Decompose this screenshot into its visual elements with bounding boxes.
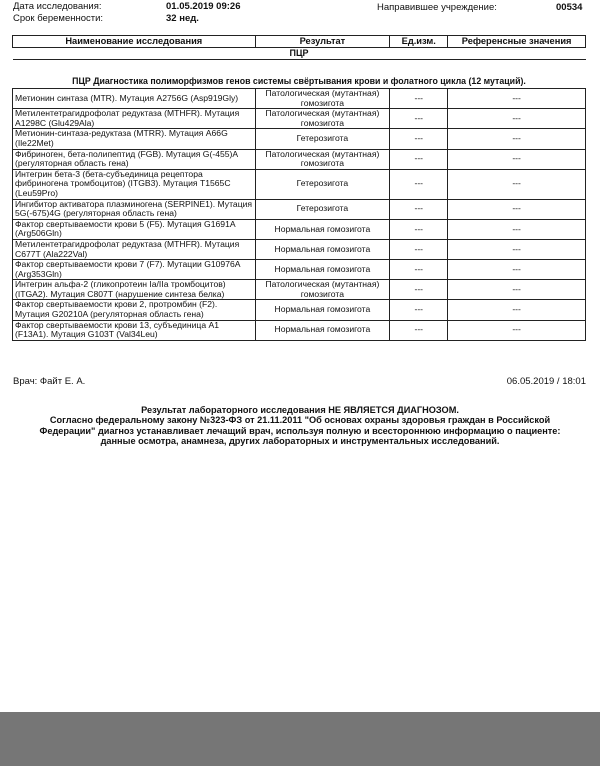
- pregnancy-term-label: Срок беременности:: [13, 13, 104, 24]
- test-reference: ---: [448, 89, 586, 109]
- disclaimer: [30, 405, 570, 447]
- pregnancy-term-value: 32 нед.: [166, 13, 199, 24]
- test-unit: ---: [390, 320, 448, 340]
- test-result: Нормальная гомозигота: [255, 300, 390, 320]
- bottom-gray-band: [0, 712, 600, 766]
- test-unit: ---: [390, 89, 448, 109]
- test-result: Гетерозигота: [255, 129, 390, 149]
- test-unit: ---: [390, 199, 448, 219]
- test-result: Патологическая (мутантная) гомозигота: [255, 89, 390, 109]
- table-row: [13, 320, 586, 340]
- test-result: Нормальная гомозигота: [255, 239, 390, 259]
- test-name: Фактор свертываемости крови 2, протромбин (F2). Мутация G20210A (регуляторная область гена): [13, 300, 256, 320]
- test-name: Интегрин альфа-2 (гликопротеин Ia/IIa тромбоцитов) (ITGA2). Мутация C807T (нарушение синтеза белка): [13, 280, 256, 300]
- test-reference: ---: [448, 260, 586, 280]
- test-result: Патологическая (мутантная) гомозигота: [255, 149, 390, 169]
- test-unit: ---: [390, 169, 448, 199]
- table-row: [13, 89, 586, 109]
- test-reference: ---: [448, 109, 586, 129]
- panel-subtitle: ПЦР Диагностика полиморфизмов генов системы свёртывания крови и фолатного цикла (12 мутаций).: [13, 76, 586, 89]
- test-result: Нормальная гомозигота: [255, 260, 390, 280]
- test-result: Гетерозигота: [255, 199, 390, 219]
- test-name: Фактор свертываемости крови 5 (F5). Мутация G1691A (Arg506Gln): [13, 219, 256, 239]
- table-row: [13, 109, 586, 129]
- referring-institution-label: Направившее учреждение:: [377, 2, 497, 13]
- disclaimer-title: Результат лабораторного исследования НЕ ЯВЛЯЕТСЯ ДИАГНОЗОМ.: [141, 405, 459, 415]
- table-row: [13, 280, 586, 300]
- test-unit: ---: [390, 239, 448, 259]
- test-reference: ---: [448, 199, 586, 219]
- research-date-value: 01.05.2019 09:26: [166, 1, 241, 12]
- test-reference: ---: [448, 169, 586, 199]
- test-reference: ---: [448, 219, 586, 239]
- table-row: [13, 260, 586, 280]
- table-row: [13, 300, 586, 320]
- table-row: [13, 199, 586, 219]
- test-name: Интегрин бета-3 (бета-субъединица рецептора фибриногена тромбоцитов) (ITGB3). Мутация T1565C (Leu59Pro): [13, 169, 256, 199]
- test-name: Метионин-синтаза-редуктаза (MTRR). Мутация A66G (Ile22Met): [13, 129, 256, 149]
- test-result: Патологическая (мутантная) гомозигота: [255, 280, 390, 300]
- column-header-unit: Ед.изм.: [390, 36, 448, 48]
- table-row: [13, 239, 586, 259]
- research-date-label: Дата исследования:: [13, 1, 102, 12]
- column-header-name: Наименование исследования: [13, 36, 256, 48]
- test-name: Метилентетрагидрофолат редуктаза (MTHFR). Мутация C677T (Ala222Val): [13, 239, 256, 259]
- test-reference: ---: [448, 129, 586, 149]
- test-result: Нормальная гомозигота: [255, 219, 390, 239]
- test-unit: ---: [390, 300, 448, 320]
- table-row: [13, 149, 586, 169]
- report-datetime: 06.05.2019 / 18:01: [506, 376, 586, 387]
- test-name: Метионин синтаза (MTR). Мутация A2756G (Asp919Gly): [13, 89, 256, 109]
- test-result: Гетерозигота: [255, 169, 390, 199]
- test-name: Фибриноген, бета-полипептид (FGB). Мутация G(-455)A (регуляторная область гена): [13, 149, 256, 169]
- test-unit: ---: [390, 260, 448, 280]
- column-header-reference: Референсные значения: [448, 36, 586, 48]
- test-reference: ---: [448, 320, 586, 340]
- table-row: [13, 129, 586, 149]
- test-result: Нормальная гомозигота: [255, 320, 390, 340]
- table-row: [13, 219, 586, 239]
- test-reference: ---: [448, 280, 586, 300]
- results-table: [12, 35, 586, 341]
- test-result: Патологическая (мутантная) гомозигота: [255, 109, 390, 129]
- test-unit: ---: [390, 109, 448, 129]
- disclaimer-text: Согласно федеральному закону №323-ФЗ от 21.11.2011 "Об основах охраны здоровья граждан в Российской Федерации" диагноз устанавливает лечащий врач, используя полную и всестороннюю информацию о пациенте: данные осмотра, анамнеза, других лабораторных и инструментальных исследований.: [39, 415, 561, 447]
- test-unit: ---: [390, 219, 448, 239]
- test-reference: ---: [448, 300, 586, 320]
- table-row: [13, 169, 586, 199]
- test-name: Ингибитор активатора плазминогена (SERPINE1). Мутация 5G(-675)4G (регуляторная область гена): [13, 199, 256, 219]
- test-reference: ---: [448, 149, 586, 169]
- test-name: Фактор свертываемости крови 13, субъединица A1 (F13A1). Мутация G103T (Val34Leu): [13, 320, 256, 340]
- referring-institution-value: 00534: [556, 2, 583, 13]
- doctor-name: Врач: Файт Е. А.: [13, 376, 86, 387]
- column-header-result: Результат: [255, 36, 390, 48]
- table-header-row: [13, 36, 586, 48]
- test-name: Фактор свертываемости крови 7 (F7). Мутации G10976A (Arg353Gln): [13, 260, 256, 280]
- test-name: Метилентетрагидрофолат редуктаза (MTHFR). Мутация A1298C (Glu429Ala): [13, 109, 256, 129]
- test-reference: ---: [448, 239, 586, 259]
- test-unit: ---: [390, 149, 448, 169]
- test-unit: ---: [390, 129, 448, 149]
- section-title: ПЦР: [13, 48, 586, 60]
- test-unit: ---: [390, 280, 448, 300]
